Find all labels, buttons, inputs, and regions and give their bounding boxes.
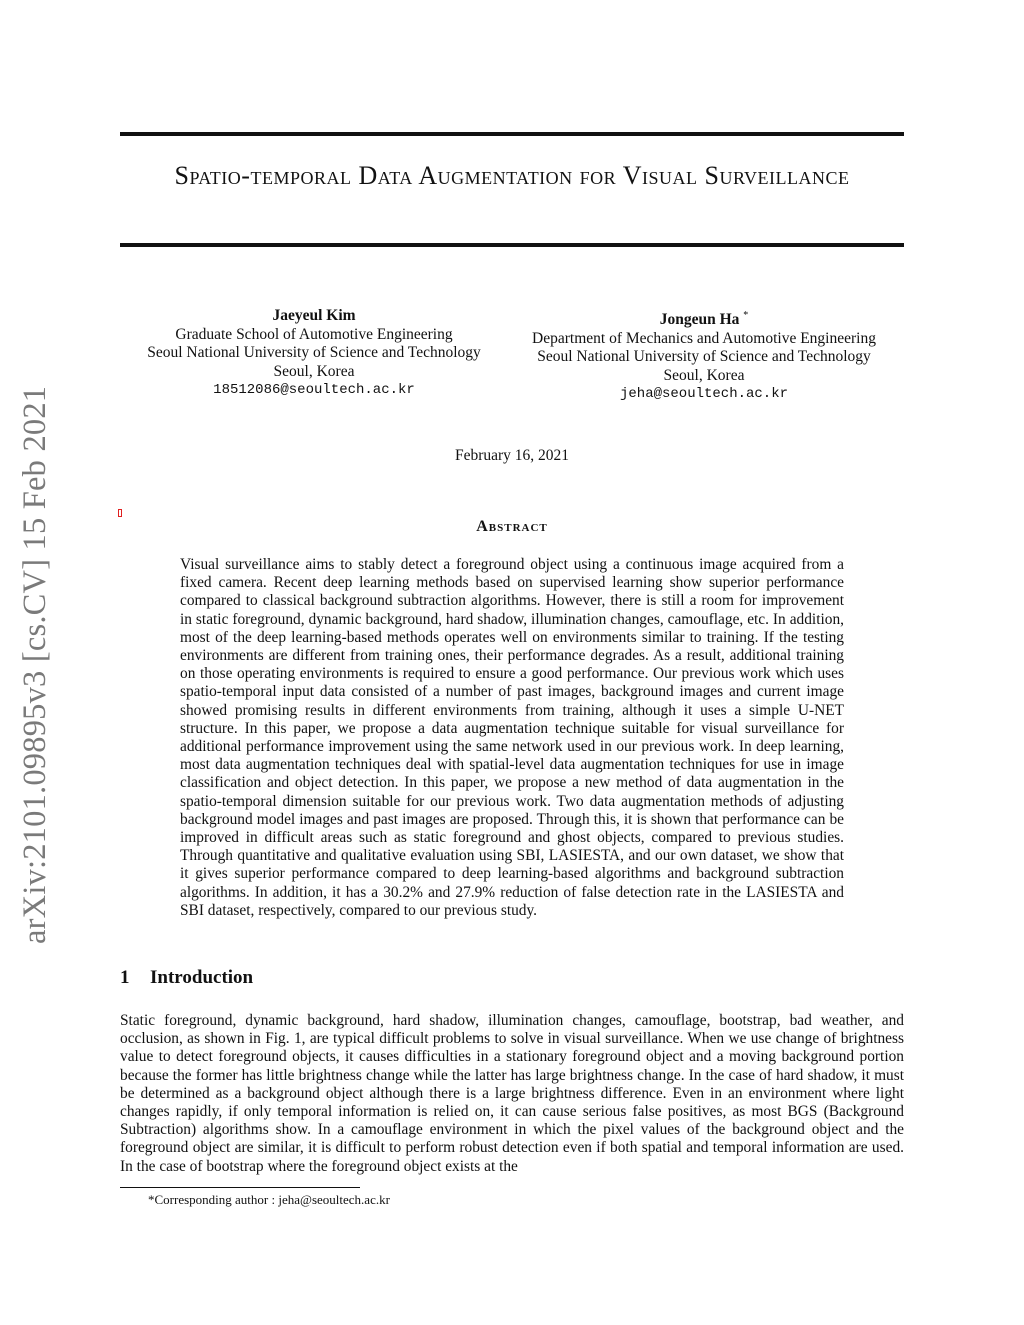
author-department: Department of Mechanics and Automotive Engineering <box>532 329 876 347</box>
author-university: Seoul National University of Science and Technology <box>537 348 871 366</box>
publication-date: February 16, 2021 <box>454 447 570 464</box>
abstract-text: Visual surveillance aims to stably detect a foreground object using a continuous image acquired from a fixed camera. Recent deep learning methods based on supervised learning show superior performance compared to classical background subtraction algorithms. However, there is still a room for improvement in static foreground, dynamic background, hard shadow, illumination changes, camouflage, etc. In addition, most of the deep learning-based methods operates well on environments similar to training. If the testing environments are different from training ones, their performance degrades. As a result, additional training on those operating environments is required to ensure a good performance. Our previous work which uses spatio-temporal input data consisted of a number of past images, background images and current image showed promising results in different environments from training, although it uses a simple U-NET structure. In this paper, we propose a data augmentation technique suitable for visual surveillance for additional performance improvement using the same network used in our previous work. In deep learning, most data augmentation techniques deal with spatial-level data augmentation techniques for use in image classification and object detection. In this paper, we propose a new method of data augmentation in the spatio-temporal dimension suitable for our previous work. Two data augmentation methods of adjusting background model images and past images are proposed. Through this, it is shown that performance can be improved in difficult areas such as static foreground and ghost objects, compared to previous studies. Through quantitative and qualitative evaluation using SBI, LASIESTA, and our own dataset, we show that it gives superior performance compared to deep learning-based algorithms and background subtraction algorithms. In addition, it has a 30.2% and 27.9% reduction of false detection rate in the LASIESTA and SBI dataset, respectively, compared to our previous study. <box>180 556 844 919</box>
paper-title: Spatio-temporal Data Augmentation for Visual Surveillance <box>174 161 850 190</box>
author-block-2 <box>514 307 894 404</box>
footnote: *Corresponding author : jeha@seoultech.ac.kr <box>148 1192 390 1207</box>
author-university: Seoul National University of Science and Technology <box>147 344 481 361</box>
author-location: Seoul, Korea <box>663 366 745 384</box>
author-block-1 <box>130 307 498 400</box>
corresponding-author-marker[interactable]: * <box>743 310 749 321</box>
author-email[interactable]: 18512086@seoultech.ac.kr <box>213 382 415 398</box>
arxiv-identifier: arXiv:2101.09895v3 [cs.CV] 15 Feb 2021 <box>17 385 53 944</box>
author-email[interactable]: jeha@seoultech.ac.kr <box>619 386 789 403</box>
author-name: Jaeyeul Kim <box>272 307 356 324</box>
section-title: Introduction <box>150 967 254 988</box>
author-location: Seoul, Korea <box>273 362 355 380</box>
title-top-rule <box>120 132 904 136</box>
link-annotation-marker <box>118 509 122 517</box>
author-department: Graduate School of Automotive Engineering <box>175 325 453 343</box>
footnote-rule <box>120 1187 360 1188</box>
author-name: Jongeun Ha * <box>659 310 749 329</box>
abstract-heading: Abstract <box>476 518 548 535</box>
section-number: 1 <box>120 967 130 988</box>
title-bottom-rule <box>120 243 904 247</box>
section-heading <box>120 967 253 989</box>
introduction-text: Static foreground, dynamic background, hard shadow, illumination changes, camouflage, bootstrap, bad weather, and occlusion, as shown in Fig. 1, are typical difficult problems to solve in visual surveillance. When we use change of brightness value to detect foreground objects, it causes difficulties in a stationary foreground object and a moving background portion because the former has little brightness change while the latter has large brightness change. In the case of hard shadow, it must be determined as a background object although there is a large brightness difference. Even in an environment where light changes rapidly, if only temporal information is relied on, it can cause serious false positives, as most BGS (Background Subtraction) algorithms show. In a camouflage environment in which the pixel values of the background object and the foreground object are similar, it is difficult to perform robust detection even if both spatial and temporal information are used. In the case of bootstrap where the foreground object exists at the <box>120 1012 904 1175</box>
